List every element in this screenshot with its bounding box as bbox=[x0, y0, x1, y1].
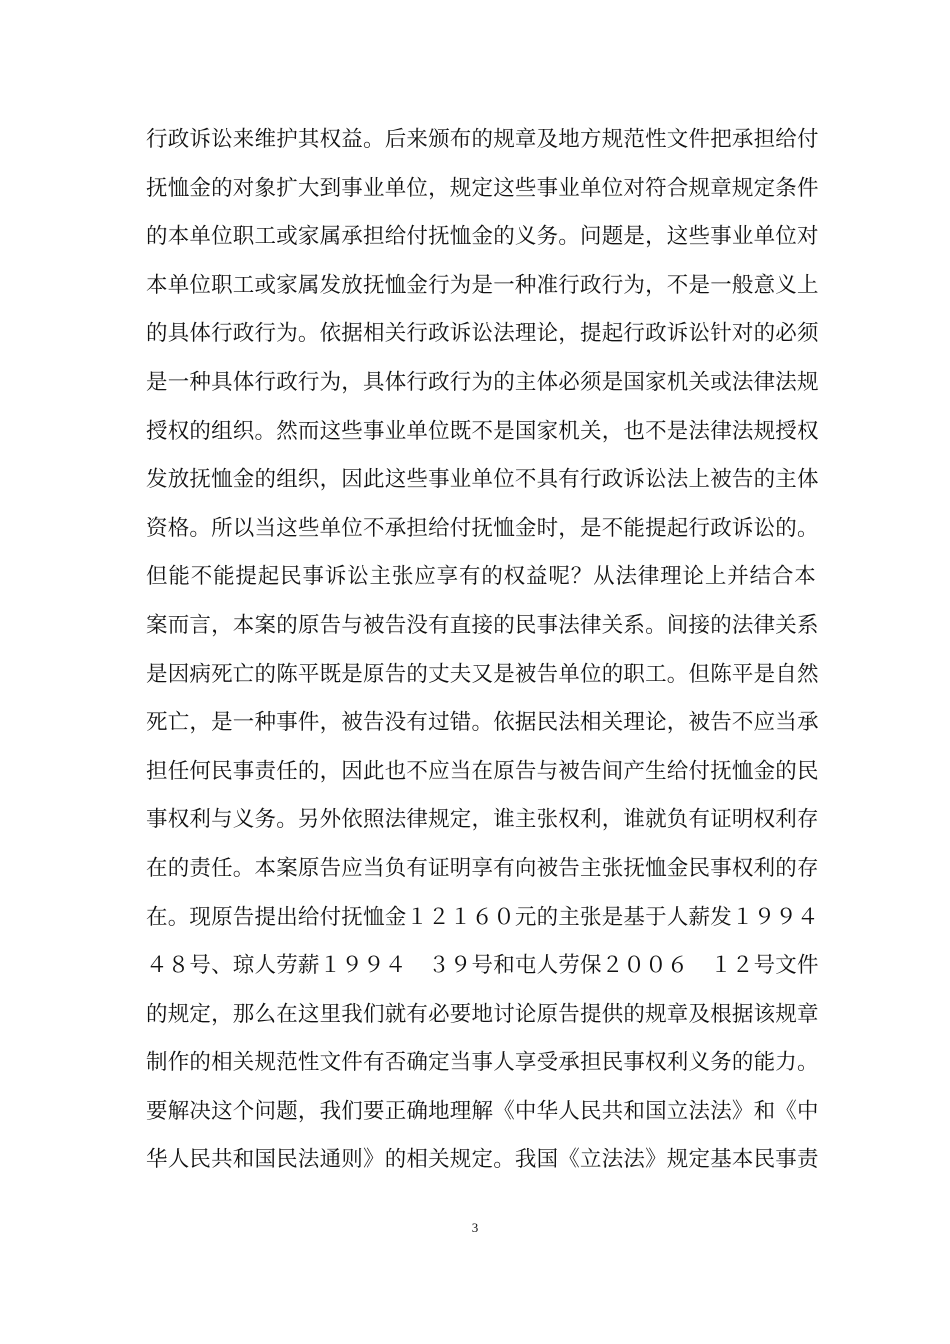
body-text bbox=[146, 116, 819, 1185]
text-line: 案而言，本案的原告与被告没有直接的民事法律关系。间接的法律关系 bbox=[146, 612, 819, 638]
text-line: 资格。所以当这些单位不承担给付抚恤金时，是不能提起行政诉讼的。 bbox=[146, 515, 819, 541]
text-line: 在。现原告提出给付抚恤金１２１６０元的主张是基于人薪发１９９４ bbox=[146, 904, 819, 930]
text-line: 的本单位职工或家属承担给付抚恤金的义务。问题是，这些事业单位对 bbox=[146, 224, 819, 250]
text-line: 是因病死亡的陈平既是原告的丈夫又是被告单位的职工。但陈平是自然 bbox=[146, 661, 819, 687]
text-line: 事权利与义务。另外依照法律规定，谁主张权利，谁就负有证明权利存 bbox=[146, 807, 819, 833]
text-line: 发放抚恤金的组织，因此这些事业单位不具有行政诉讼法上被告的主体 bbox=[146, 467, 819, 493]
text-line: 但能不能提起民事诉讼主张应享有的权益呢？从法律理论上并结合本 bbox=[146, 564, 816, 590]
text-line: 授权的组织。然而这些事业单位既不是国家机关，也不是法律法规授权 bbox=[146, 418, 819, 444]
text-line: 在的责任。本案原告应当负有证明享有向被告主张抚恤金民事权利的存 bbox=[146, 855, 819, 881]
page-number: 3 bbox=[471, 1220, 479, 1235]
text-line: ４８号、琼人劳薪１９９４ ３９号和屯人劳保２００６ １２号文件 bbox=[146, 953, 819, 979]
text-line: 本单位职工或家属发放抚恤金行为是一种准行政行为，不是一般意义上 bbox=[146, 272, 819, 298]
text-line: 要解决这个问题，我们要正确地理解《中华人民共和国立法法》和《中 bbox=[146, 1098, 819, 1124]
text-line: 是一种具体行政行为，具体行政行为的主体必须是国家机关或法律法规 bbox=[146, 369, 819, 395]
text-line: 的具体行政行为。依据相关行政诉讼法理论，提起行政诉讼针对的必须 bbox=[146, 321, 819, 347]
text-line: 行政诉讼来维护其权益。后来颁布的规章及地方规范性文件把承担给付 bbox=[146, 127, 819, 152]
text-line: 抚恤金的对象扩大到事业单位，规定这些事业单位对符合规章规定条件 bbox=[146, 175, 819, 201]
text-line: 的规定，那么在这里我们就有必要地讨论原告提供的规章及根据该规章 bbox=[146, 1001, 819, 1027]
text-line: 华人民共和国民法通则》的相关规定。我国《立法法》规定基本民事责 bbox=[146, 1147, 819, 1173]
text-line: 担任何民事责任的，因此也不应当在原告与被告间产生给付抚恤金的民 bbox=[146, 758, 819, 784]
text-line: 死亡，是一种事件，被告没有过错。依据民法相关理论，被告不应当承 bbox=[146, 710, 819, 736]
text-line: 制作的相关规范性文件有否确定当事人享受承担民事权利义务的能力。 bbox=[146, 1050, 819, 1076]
